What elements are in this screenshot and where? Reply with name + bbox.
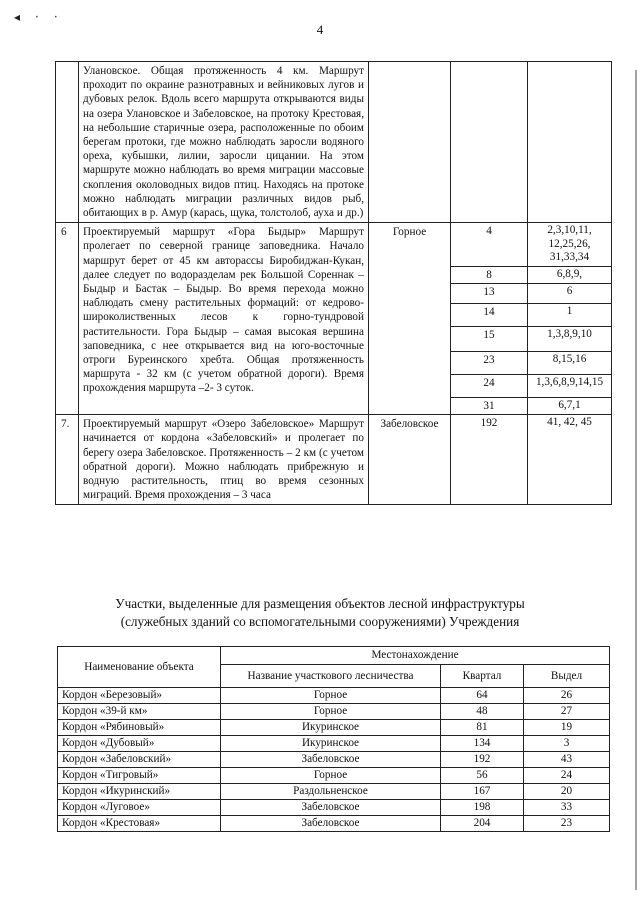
object-vydel: 24 (524, 768, 610, 784)
object-forestry: Икуринское (221, 736, 441, 752)
object-forestry: Горное (221, 704, 441, 720)
table-row (58, 784, 610, 800)
route-kvartal: 13 (451, 283, 528, 303)
page-number: 4 (316, 22, 324, 37)
route-vydel: 1,3,6,8,9,14,15 (528, 374, 612, 397)
route-row (56, 415, 612, 505)
route-number: 6 (56, 223, 79, 415)
table-row (58, 688, 610, 704)
section-title-line: (служебных зданий со вспомогательными сооружениями) Учреждения (120, 614, 520, 629)
route-forestry: Забеловское (369, 415, 451, 505)
object-forestry: Забеловское (221, 752, 441, 768)
route-vydel: 6,8,9, (528, 266, 612, 283)
table-row (58, 752, 610, 768)
route-vydel: 8,15,16 (528, 351, 612, 374)
page-edge-line (635, 70, 637, 890)
object-kvartal: 204 (441, 816, 524, 832)
header-kvartal: Квартал (441, 665, 524, 688)
object-kvartal: 64 (441, 688, 524, 704)
object-name: Кордон «Рябиновый» (58, 720, 221, 736)
object-vydel: 3 (524, 736, 610, 752)
object-kvartal: 192 (441, 752, 524, 768)
route-kvartal: 24 (451, 374, 528, 397)
route-number: 7. (56, 415, 79, 505)
table-row (58, 768, 610, 784)
object-name: Кордон «Тигровый» (58, 768, 221, 784)
object-kvartal: 48 (441, 704, 524, 720)
route-vydel: 6,7,1 (528, 397, 612, 414)
object-vydel: 23 (524, 816, 610, 832)
header-vydel: Выдел (524, 665, 610, 688)
object-forestry: Забеловское (221, 800, 441, 816)
route-vydel (528, 62, 612, 223)
object-forestry: Раздольненское (221, 784, 441, 800)
route-vydel: 1,3,8,9,10 (528, 326, 612, 351)
route-description: Проектируемый маршрут «Озеро Забеловское» Маршрут начинается от кордона «Забеловский» и пролегает по берегу озера Забеловское. Протяженность – 2 км (с учетом обратной дороги). Можно наблюдать прибрежную и водную растительность, птиц во время сезонных миграций. Время прохождения – 3 часа (79, 415, 369, 505)
object-forestry: Икуринское (221, 720, 441, 736)
route-description: Проектируемый маршрут «Гора Быдыр» Маршрут пролегает по северной границе заповедника. Начало маршрут берет от 45 км авторассы Биробиджан-Кукан, далее следует по водоразделам рек Большой Сореннак – Быдыр и Бастак – Быдыр. Во время перехода можно наблюдать смену растительных формаций: от кедрово-широколиственных лесов к горно-тундровой растительности. Гора Быдыр – самая высокая вершина заповедника, с нее открывается вид на юго-восточные отроги Буреинского хребта. Общая протяженность маршрута - 32 км (с учетом обратной дороги). Время прохождения маршрута –2- 3 суток. (79, 223, 369, 415)
object-vydel: 19 (524, 720, 610, 736)
route-kvartal: 14 (451, 303, 528, 326)
object-kvartal: 167 (441, 784, 524, 800)
routes-table (55, 61, 612, 505)
object-name: Кордон «Крестовая» (58, 816, 221, 832)
table-row (58, 704, 610, 720)
object-forestry: Горное (221, 688, 441, 704)
route-number (56, 62, 79, 223)
route-forestry (369, 62, 451, 223)
route-vydel: 6 (528, 283, 612, 303)
header-forestry: Название участкового лесничества (221, 665, 441, 688)
object-name: Кордон «Луговое» (58, 800, 221, 816)
section-title-line: Участки, выделенные для размещения объектов лесной инфраструктуры (115, 596, 525, 611)
table-row (58, 720, 610, 736)
object-vydel: 27 (524, 704, 610, 720)
object-vydel: 43 (524, 752, 610, 768)
object-name: Кордон «Дубовый» (58, 736, 221, 752)
route-kvartal (451, 62, 528, 223)
table-row (58, 736, 610, 752)
object-forestry: Горное (221, 768, 441, 784)
route-description: Улановское. Общая протяженность 4 км. Маршрут проходит по окраине разнотравных и вейниковых лугов и дубовых релок. Вдоль всего маршрута открываются виды на озера Улановское и Забеловское, на протоку Крестовая, на небольшие старичные озера, расположенные по обоим берегам протоки, где можно наблюдать заросли водяного ореха, кубышки, лилии, заросли цицании. На этом маршруте можно наблюдать во время миграции массовые скопления околоводных видов птиц. Находясь на протоке можно наблюдать миграции различных видов рыб, обитающих в р. Амур (карась, щука, толстолоб, ауха и др.) (79, 62, 369, 223)
route-vydel: 41, 42, 45 (528, 415, 612, 505)
object-name: Кордон «Забеловский» (58, 752, 221, 768)
object-forestry: Забеловское (221, 816, 441, 832)
object-vydel: 26 (524, 688, 610, 704)
route-kvartal: 192 (451, 415, 528, 505)
corner-marks: ◂ ‧ ‧ (14, 10, 64, 24)
route-vydel: 1 (528, 303, 612, 326)
route-kvartal: 31 (451, 397, 528, 414)
header-object-name: Наименование объекта (58, 647, 221, 688)
object-kvartal: 198 (441, 800, 524, 816)
route-kvartal: 15 (451, 326, 528, 351)
route-row (56, 62, 612, 223)
header-location: Местонахождение (221, 647, 610, 665)
section-title (60, 595, 580, 631)
route-kvartal: 23 (451, 351, 528, 374)
object-kvartal: 81 (441, 720, 524, 736)
route-row (56, 223, 612, 267)
route-vydel: 2,3,10,11, 12,25,26, 31,33,34 (528, 223, 612, 267)
table-row (58, 816, 610, 832)
route-kvartal: 4 (451, 223, 528, 267)
table-row (58, 800, 610, 816)
object-vydel: 33 (524, 800, 610, 816)
object-kvartal: 134 (441, 736, 524, 752)
objects-table (57, 646, 610, 832)
object-kvartal: 56 (441, 768, 524, 784)
object-name: Кордон «39-й км» (58, 704, 221, 720)
route-kvartal: 8 (451, 266, 528, 283)
object-vydel: 20 (524, 784, 610, 800)
object-name: Кордон «Березовый» (58, 688, 221, 704)
route-forestry: Горное (369, 223, 451, 415)
object-name: Кордон «Икуринский» (58, 784, 221, 800)
